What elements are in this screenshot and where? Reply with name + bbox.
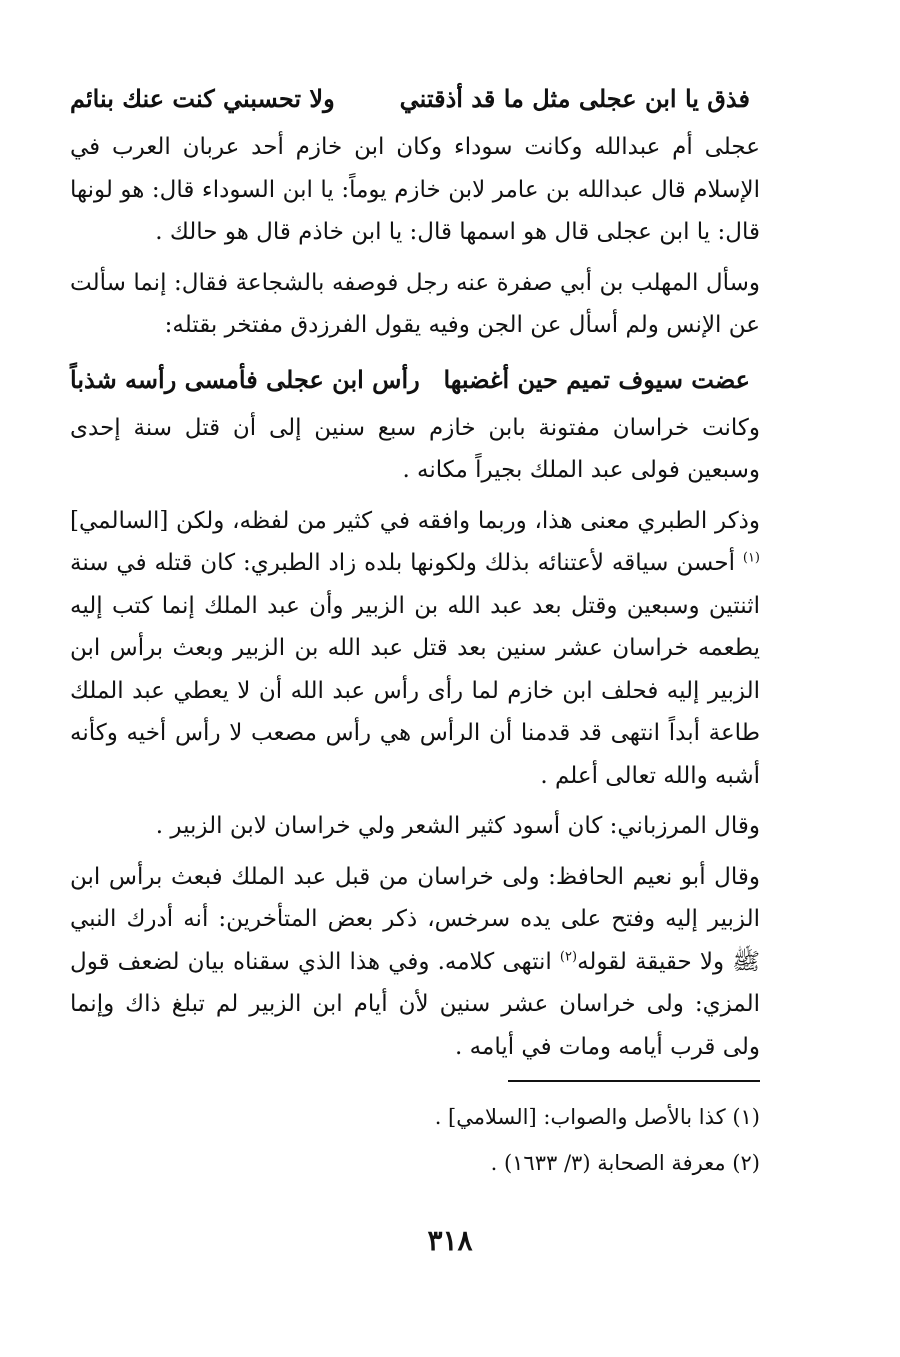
abu-nuaym-text-part-1: وقال أبو نعيم الحافظ: ولى خراسان من قبل عبد الملك فبعث برأس ابن الزبير إليه وفتح على يده سرخس، ذكر بعض المتأخرين: أنه أدرك النبي ﷺ ولا حقيقة لقوله [70,863,760,975]
page-number: ٣١٨ [427,1224,473,1257]
footnote-2: (٢) معرفة الصحابة (٣/ ١٦٣٣) . [490,1151,760,1175]
footnote-1: (١) كذا بالأصل والصواب: [السلامي] . [434,1105,760,1129]
paragraph-marzubani: وقال المرزباني: كان أسود كثير الشعر ولي خراسان لابن الزبير . [155,813,760,839]
verse-1-first-hemistich: فذق يا ابن عجلى مثل ما قد أذقتني [399,84,750,113]
poem-verse-2 [70,359,760,401]
verse-2-first-hemistich: عضت سيوف تميم حين أغضبها [443,364,750,394]
paragraph-khurasan: وكانت خراسان مفتونة بابن خازم سبع سنين إلى أن قتل سنة إحدى وسبعين فولى عبد الملك بجيراً مكانه . [70,414,760,483]
paragraph-tabari [70,500,760,798]
footnote-marker-2: (٢) [559,948,578,964]
footnote-marker-1: (١) [742,550,760,566]
paragraph-muhallab: وسأل المهلب بن أبي صفرة عنه رجل فوصفه بالشجاعة فقال: إنما سألت عن الإنس ولم أسأل عن الجن وفيه يقول الفرزدق مفتخر بقتله: [70,269,760,338]
abu-nuaym-text-part-2: انتهى كلامه. وفي هذا الذي سقناه بيان لضعف قول المزي: ولى خراسان عشر سنين لأن أيام ابن الزبير لم تبلغ ذاك وإنما ولى قرب أيامه ومات في أيامه . [70,948,760,1060]
verse-1-second-hemistich: ولا تحسبني كنت عنك بنائم [70,84,335,113]
footnotes [70,1094,760,1186]
paragraph-ajla: عجلى أم عبدالله وكانت سوداء وكان ابن خازم أحد عربان العرب في الإسلام قال عبدالله بن عامر لابن خازم يوماً: يا ابن السوداء قال: هو لونها قال: يا ابن عجلى قال هو اسمها قال: يا ابن خاذم قال هو حالك . [70,134,760,245]
tabari-lead-text: وذكر الطبري معنى هذا، وربما وافقه في كثير من لفظه، ولكن [السالمي] [70,507,760,534]
footnote-separator [508,1080,760,1082]
tabari-body-text: أحسن سياقه لأعتنائه بذلك ولكونها بلده زاد الطبري: كان قتله في سنة اثنتين وسبعين وقتل بعد عبد الله بن الزبير وأن عبد الملك إنما كتب إليه يطعمه خراسان عشر سنين بعد قتل عبد الله بن الزبير وبعث برأس ابن الزبير إليه فحلف ابن خازم لما رأى رأس عبد الله أن لا يعطي عبد الملك طاعة أبداً انتهى قد قدمنا أن الرأس هي رأس مصعب لا رأس أخيه وكأنه أشبه والله تعالى أعلم . [70,550,760,789]
poem-verse-1 [70,78,760,120]
paragraph-abu-nuaym [70,856,760,1069]
verse-2-second-hemistich: رأس ابن عجلى فأمسى رأسه شذباً [70,364,420,394]
